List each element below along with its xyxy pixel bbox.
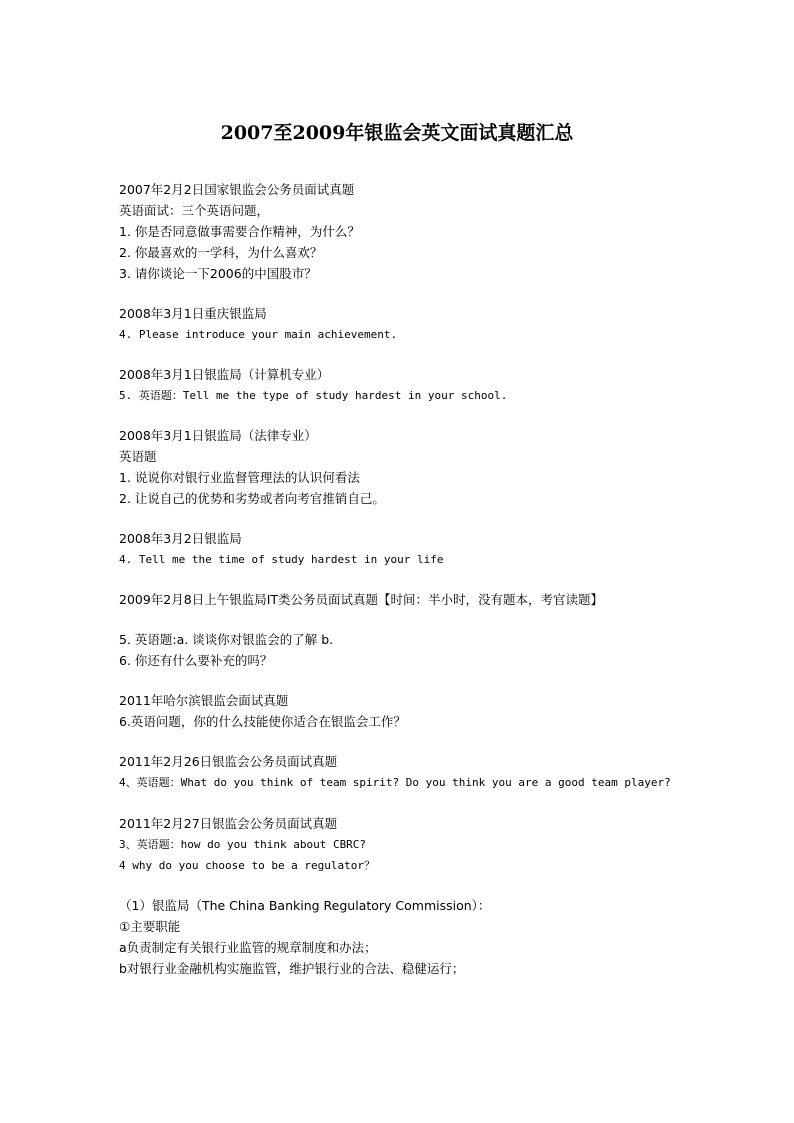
text-line: 英语题 [119,449,157,464]
section-heading: 2009年2月8日上午银监局IT类公务员面试真题【时间：半小时，没有题本，考官读题】 [119,592,604,607]
text-line: 英语面试：三个英语问题， [119,203,270,218]
section-heading: 2008年3月1日重庆银监局 [119,306,267,321]
question-line: 3. 请你谈论一下2006的中国股市？ [119,266,317,281]
section-2011-feb-27 [119,813,679,876]
question-line: 4 why do you choose to be a regulator？ [119,859,376,872]
section-heading: 2008年3月1日银监局（法律专业） [119,428,317,443]
question-line: 6.英语问题，你的什么技能使你适合在银监会工作？ [119,714,406,729]
question-line: 6. 你还有什么要补充的吗？ [119,653,273,668]
text-line: b对银行业金融机构实施监管，维护银行业的合法、稳健运行； [119,961,465,976]
question-line: 4. Please introduce your main achievement. [119,328,398,341]
section-2011-harbin [119,690,679,732]
subheading: ①主要职能 [119,919,181,934]
document-body [119,179,679,998]
question-line: 5. 英语题：Tell me the type of study hardest in your school. [119,389,508,402]
question-line: 1. 说说你对银行业监督管理法的认识何看法 [119,470,360,485]
section-2009-feb-8 [119,589,679,610]
section-heading: （1）银监局（The China Banking Regulatory Commission）： [119,898,491,913]
section-2008-mar-1-computer [119,364,679,406]
question-line: 1. 你是否同意做事需要合作精神，为什么？ [119,224,360,239]
question-line: 4. Tell me the time of study hardest in your life [119,553,444,566]
section-heading: 2008年3月1日银监局（计算机专业） [119,367,330,382]
section-heading: 2011年哈尔滨银监会面试真题 [119,693,289,708]
section-heading: 2011年2月27日银监会公务员面试真题 [119,816,338,831]
section-heading: 2007年2月2日国家银监会公务员面试真题 [119,182,355,197]
section-2009-questions [119,629,679,671]
text-line: a负责制定有关银行业监管的规章制度和办法； [119,940,377,955]
document-title: 2007至2009年银监会英文面试真题汇总 [220,122,574,144]
section-2007-feb-2 [119,179,679,284]
question-line: 4、英语题：What do you think of team spirit? Do you think you are a good team player? [119,776,671,789]
section-2008-mar-1-chongqing [119,303,679,345]
section-2008-mar-2 [119,528,679,570]
section-2011-feb-26 [119,751,679,794]
question-line: 2. 你最喜欢的一学科，为什么喜欢？ [119,245,323,260]
question-line: 3、英语题：how do you think about CBRC? [119,838,367,851]
section-heading: 2008年3月2日银监局 [119,531,242,546]
section-2008-mar-1-law [119,425,679,509]
section-cbrc-functions [119,895,679,979]
question-line: 2. 让说自己的优势和劣势或者向考官推销自己。 [119,491,385,506]
section-heading: 2011年2月26日银监会公务员面试真题 [119,754,338,769]
question-line: 5. 英语题:a. 谈谈你对银监会的了解 b. [119,632,334,647]
